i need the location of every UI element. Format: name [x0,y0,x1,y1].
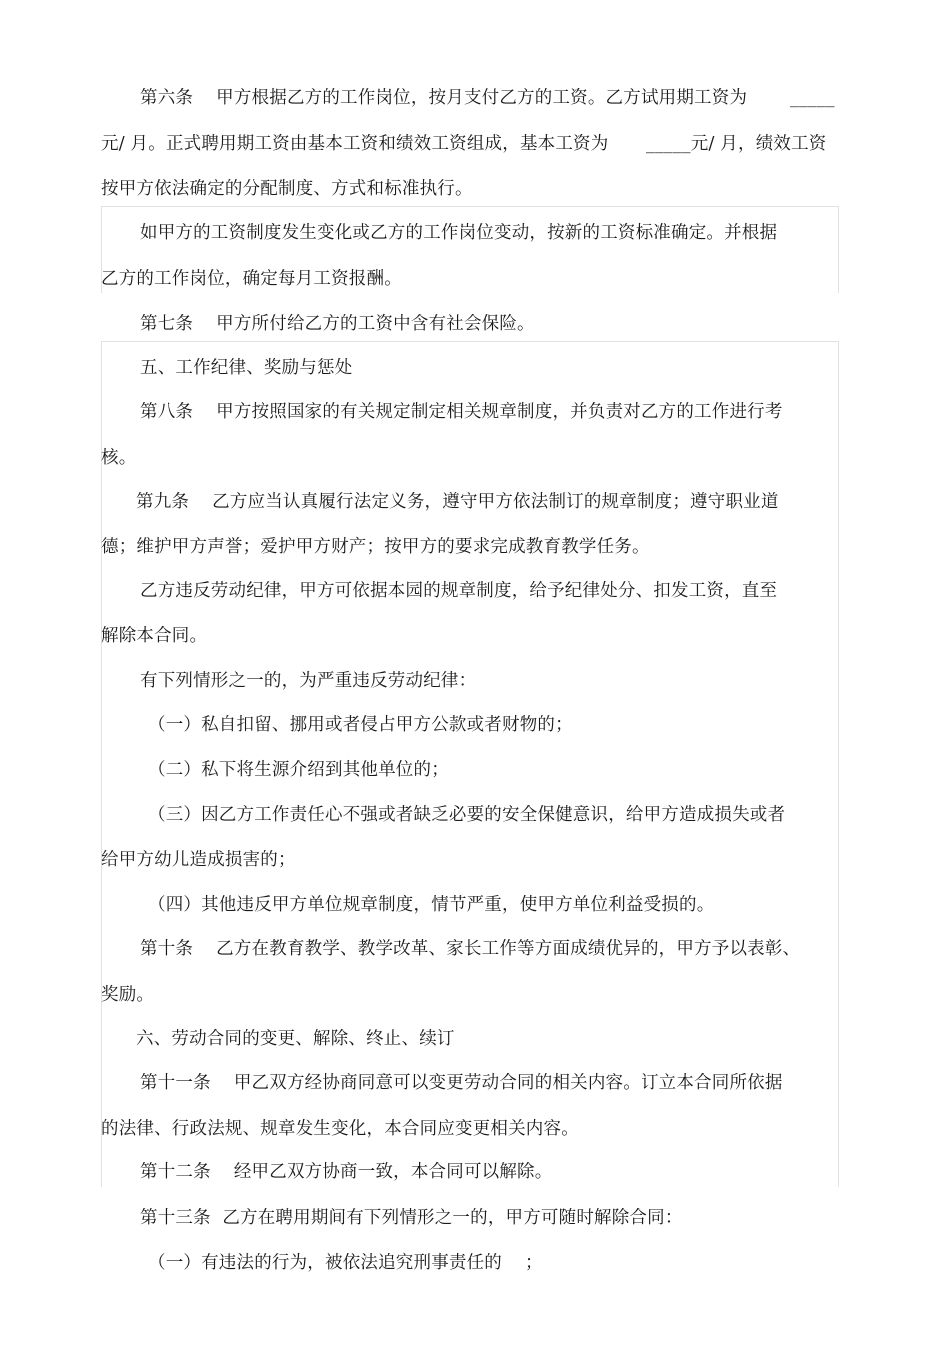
trial-salary-blank: _____ [790,88,835,108]
article-11-line-1: 第十一条 甲乙双方经协商同意可以变更劳动合同的相关内容。订立本合同所依据 [140,1073,783,1093]
article-9-line-2: 德；维护甲方声誉；爱护甲方财产；按甲方的要求完成教育教学任务。 [101,537,650,557]
article-6-line-1: 第六条 甲方根据乙方的工作岗位，按月支付乙方的工资。乙方试用期工资为 [140,88,748,108]
violation-item-2: （二）私下将生源介绍到其他单位的； [148,760,449,780]
section-5-heading: 五、工作纪律、奖励与惩处 [140,358,353,378]
violation-intro: 有下列情形之一的，为严重违反劳动纪律： [140,671,477,691]
article-10-line-1: 第十条 乙方在教育教学、教学改革、家长工作等方面成绩优异的，甲方予以表彰、 [140,939,801,959]
violation-item-4: （四）其他违反甲方单位规章制度，情节严重，使甲方单位利益受损的。 [148,895,715,915]
salary-change-line-1: 如甲方的工资制度发生变化或乙方的工作岗位变动，按新的工资标准确定。并根据 [140,223,778,243]
violation-item-1: （一）私自扣留、挪用或者侵占甲方公款或者财物的； [148,715,573,735]
article-12: 第十二条 经甲乙双方协商一致，本合同可以解除。 [140,1162,553,1182]
article-10-line-2: 奖励。 [101,985,155,1005]
violation-item-3-line-2: 给甲方幼儿造成损害的； [101,850,296,870]
article-13-item-1: （一）有违法的行为，被依法追究刑事责任的 ； [148,1253,543,1273]
article-13: 第十三条 乙方在聘用期间有下列情形之一的，甲方可随时解除合同： [140,1208,683,1228]
article-6-line-2: 元/ 月。正式聘用期工资由基本工资和绩效工资组成，基本工资为 [101,134,609,154]
article-11-line-2: 的法律、行政法规、规章发生变化，本合同应变更相关内容。 [101,1119,579,1139]
article-7: 第七条 甲方所付给乙方的工资中含有社会保险。 [140,314,535,334]
violation-item-3-line-1: （三）因乙方工作责任心不强或者缺乏必要的安全保健意识，给甲方造成损失或者 [148,805,786,825]
article-8-line-2: 核。 [101,448,137,468]
article-8-line-1: 第八条 甲方按照国家的有关规定制定相关规章制度，并负责对乙方的工作进行考 [140,402,783,422]
discipline-line-1: 乙方违反劳动纪律，甲方可依据本园的规章制度，给予纪律处分、扣发工资，直至 [140,581,778,601]
article-6-line-2-tail: _____元/ 月，绩效工资 [646,134,827,154]
section-6-heading: 六、劳动合同的变更、解除、终止、续订 [136,1029,455,1049]
article-9-line-1: 第九条 乙方应当认真履行法定义务，遵守甲方依法制订的规章制度；遵守职业道 [136,492,779,512]
salary-change-line-2: 乙方的工作岗位，确定每月工资报酬。 [101,269,402,289]
discipline-line-2: 解除本合同。 [101,626,208,646]
article-6-line-3: 按甲方依法确定的分配制度、方式和标准执行。 [101,179,473,199]
